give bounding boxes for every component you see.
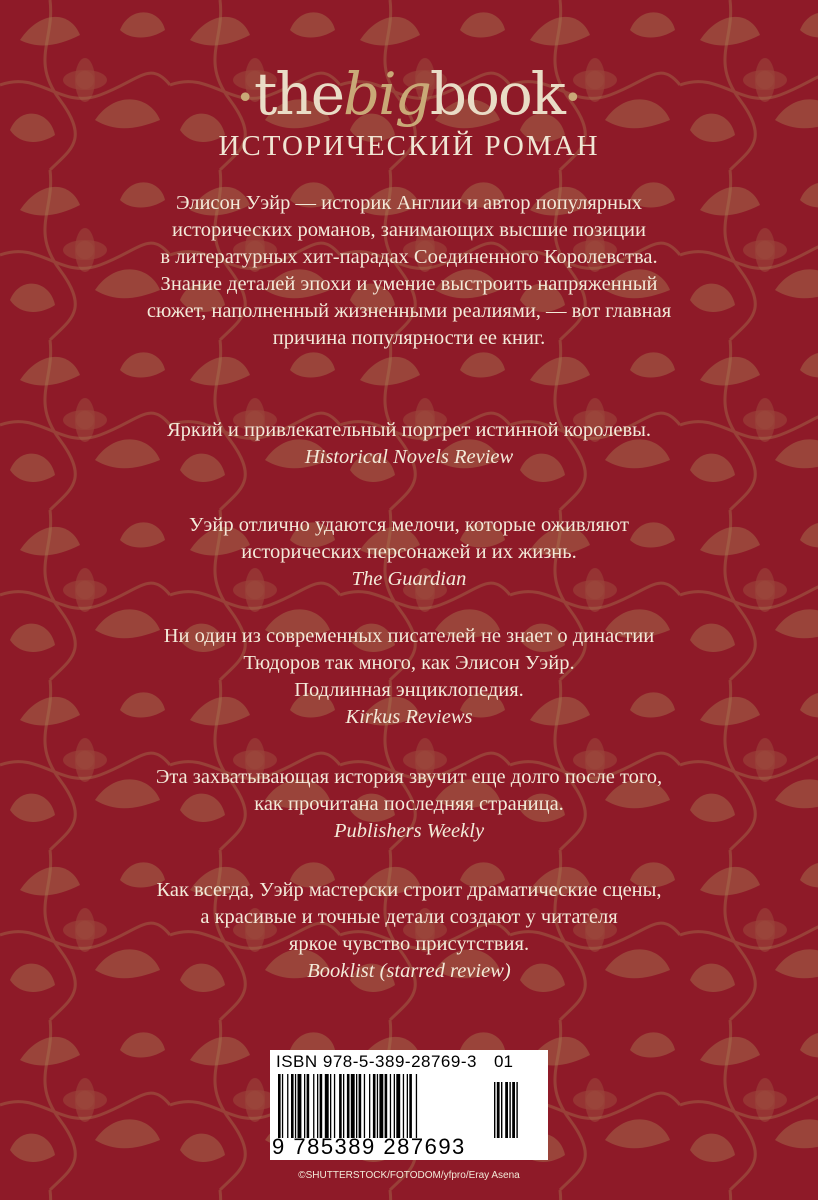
review-text: а красивые и точные детали создают у читателя: [200, 906, 618, 928]
barcode-addon-label: 01: [494, 1052, 513, 1071]
author-blurb: [95, 190, 723, 352]
review-text: как прочитана последняя страница.: [254, 793, 564, 815]
logo-dot-right: •: [563, 80, 582, 116]
publisher-logo: [0, 62, 818, 131]
review-source: The Guardian: [351, 568, 467, 590]
review-text: Яркий и привлекательный портрет истинной королевы.: [166, 419, 652, 441]
review-source: Publishers Weekly: [333, 820, 485, 842]
review-quote: [70, 764, 748, 845]
review-text: Эта захватывающая история звучит еще долго после того,: [155, 766, 663, 788]
review-text: Ни один из современных писателей не знает о династии: [163, 625, 655, 647]
barcode-digits: 9 785389 287693: [272, 1134, 466, 1159]
review-text: Как всегда, Уэйр мастерски строит драматические сцены,: [156, 879, 662, 901]
series-title: ИСТОРИЧЕСКИЙ РОМАН: [218, 130, 600, 162]
logo-the: the: [254, 60, 344, 128]
review-quote: [70, 623, 748, 731]
review-source: Kirkus Reviews: [345, 706, 473, 728]
blurb-line: Элисон Уэйр — историк Англии и автор популярных: [175, 192, 643, 214]
blurb-line: Знание деталей эпохи и умение выстроить напряженный: [160, 273, 658, 295]
blurb-line: сюжет, наполненный жизненными реалиями, — вот главная: [146, 300, 672, 322]
review-quote: [70, 417, 748, 471]
review-text: яркое чувство присутствия.: [288, 933, 530, 955]
barcode-bars: [278, 1074, 540, 1138]
review-source: Booklist (starred review): [307, 960, 511, 982]
blurb-line: исторических романов, занимающих высшие позиции: [172, 219, 646, 241]
review-text: Подлинная энциклопедия.: [294, 679, 524, 701]
isbn-label: ISBN 978-5-389-28769-3: [276, 1052, 477, 1071]
review-quote: [70, 877, 748, 985]
isbn-barcode: [270, 1050, 548, 1160]
review-source: Historical Novels Review: [304, 446, 514, 468]
blurb-line: в литературных хит-парадах Соединенного Королевства.: [160, 246, 658, 268]
logo-book: book: [429, 60, 564, 128]
review-text: Тюдоров так много, как Элисон Уэйр.: [243, 652, 575, 674]
blurb-line: причина популярности ее книг.: [272, 327, 546, 349]
logo-dot-left: •: [236, 80, 255, 116]
review-text: исторических персонажей и их жизнь.: [241, 541, 577, 563]
logo-big: big: [343, 60, 430, 128]
photo-credit: ©SHUTTERSTOCK/FOTODOM/yfpro/Eray Asena: [298, 1170, 520, 1181]
review-text: Уэйр отлично удаются мелочи, которые оживляют: [189, 514, 629, 536]
review-quote: [70, 512, 748, 593]
